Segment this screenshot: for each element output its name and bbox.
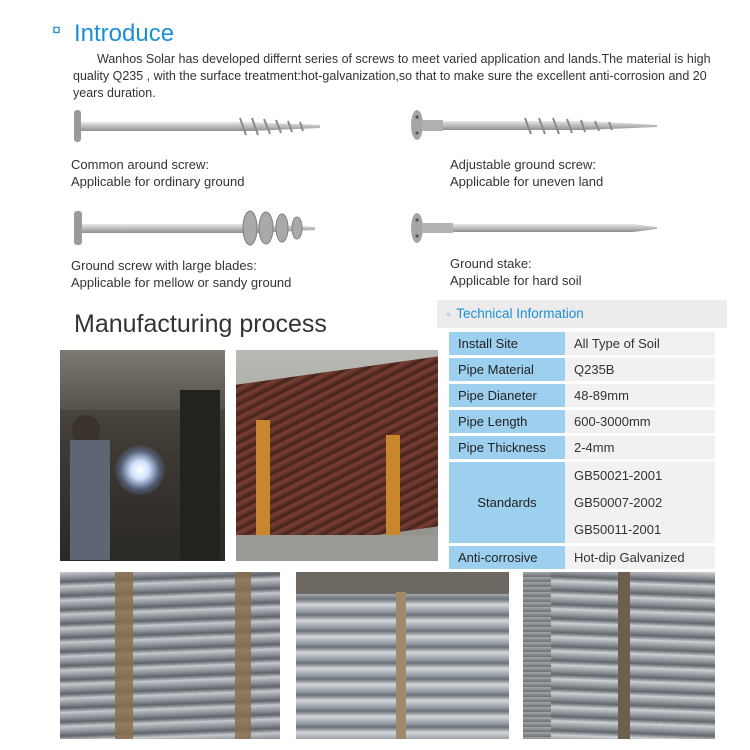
large-blade-screw-image (70, 208, 330, 250)
spec-value: 48-89mm (565, 384, 715, 407)
product-name: Adjustable ground screw: (450, 157, 596, 172)
product-use: Applicable for ordinary ground (71, 174, 245, 189)
intro-text: Wanhos Solar has developed differnt series of screws to meet varied application and lands.The material is high quality Q235 , with the surface treatment:hot-galvanization,so that to make sure the excellent anti-corrosion and 20 years duration. (73, 52, 711, 100)
welding-photo (60, 350, 225, 561)
spec-key: Pipe Dianeter (449, 384, 565, 407)
product-name: Ground stake: (450, 256, 532, 271)
spec-key: Pipe Length (449, 410, 565, 433)
spec-value: All Type of Soil (565, 332, 715, 355)
product-caption (450, 255, 582, 289)
standard-value: GB50021-2001 (574, 468, 663, 483)
product-use: Applicable for uneven land (450, 174, 604, 189)
product-name: Common around screw: (71, 157, 209, 172)
common-screw-image (70, 107, 330, 147)
spec-value: Q235B (565, 358, 715, 381)
spec-value: Hot-dip Galvanized (565, 546, 715, 569)
product-use: Applicable for hard soil (450, 273, 582, 288)
product-name: Ground screw with large blades: (71, 258, 257, 273)
spec-key: Pipe Thickness (449, 436, 565, 459)
galvanized-screws-photo-1 (60, 572, 280, 739)
product-use: Applicable for mellow or sandy ground (71, 275, 292, 290)
table-row (449, 410, 715, 433)
table-row (449, 462, 715, 543)
product-caption (71, 156, 244, 190)
technical-information-header (437, 300, 727, 328)
spec-key: Install Site (449, 332, 565, 355)
manufacturing-title: Manufacturing process (74, 310, 327, 338)
spec-key: Anti-corrosive (449, 546, 565, 569)
technical-information-title: Technical Information (456, 306, 584, 321)
spec-key: Pipe Material (449, 358, 565, 381)
intro-title: Introduce (74, 20, 175, 47)
spec-value: 2-4mm (565, 436, 715, 459)
galvanized-screws-photo-3 (523, 572, 715, 739)
table-row (449, 332, 715, 355)
stakes-photo (236, 350, 438, 561)
spec-value (565, 462, 715, 543)
adjustable-screw-image (405, 107, 665, 147)
ground-stake-image (405, 208, 665, 248)
spec-key: Standards (449, 462, 565, 543)
product-caption (71, 257, 291, 291)
spec-value: 600-3000mm (565, 410, 715, 433)
technical-table (449, 329, 715, 572)
table-row (449, 546, 715, 569)
table-row (449, 384, 715, 407)
square-icon: ▫ (447, 309, 451, 319)
galvanized-screws-photo-2 (296, 572, 509, 739)
table-row (449, 358, 715, 381)
product-caption (450, 156, 603, 190)
standard-value: GB50011-2001 (574, 522, 662, 537)
standard-value: GB50007-2002 (574, 495, 663, 510)
table-row (449, 436, 715, 459)
pin-icon: ¤ (52, 22, 61, 39)
